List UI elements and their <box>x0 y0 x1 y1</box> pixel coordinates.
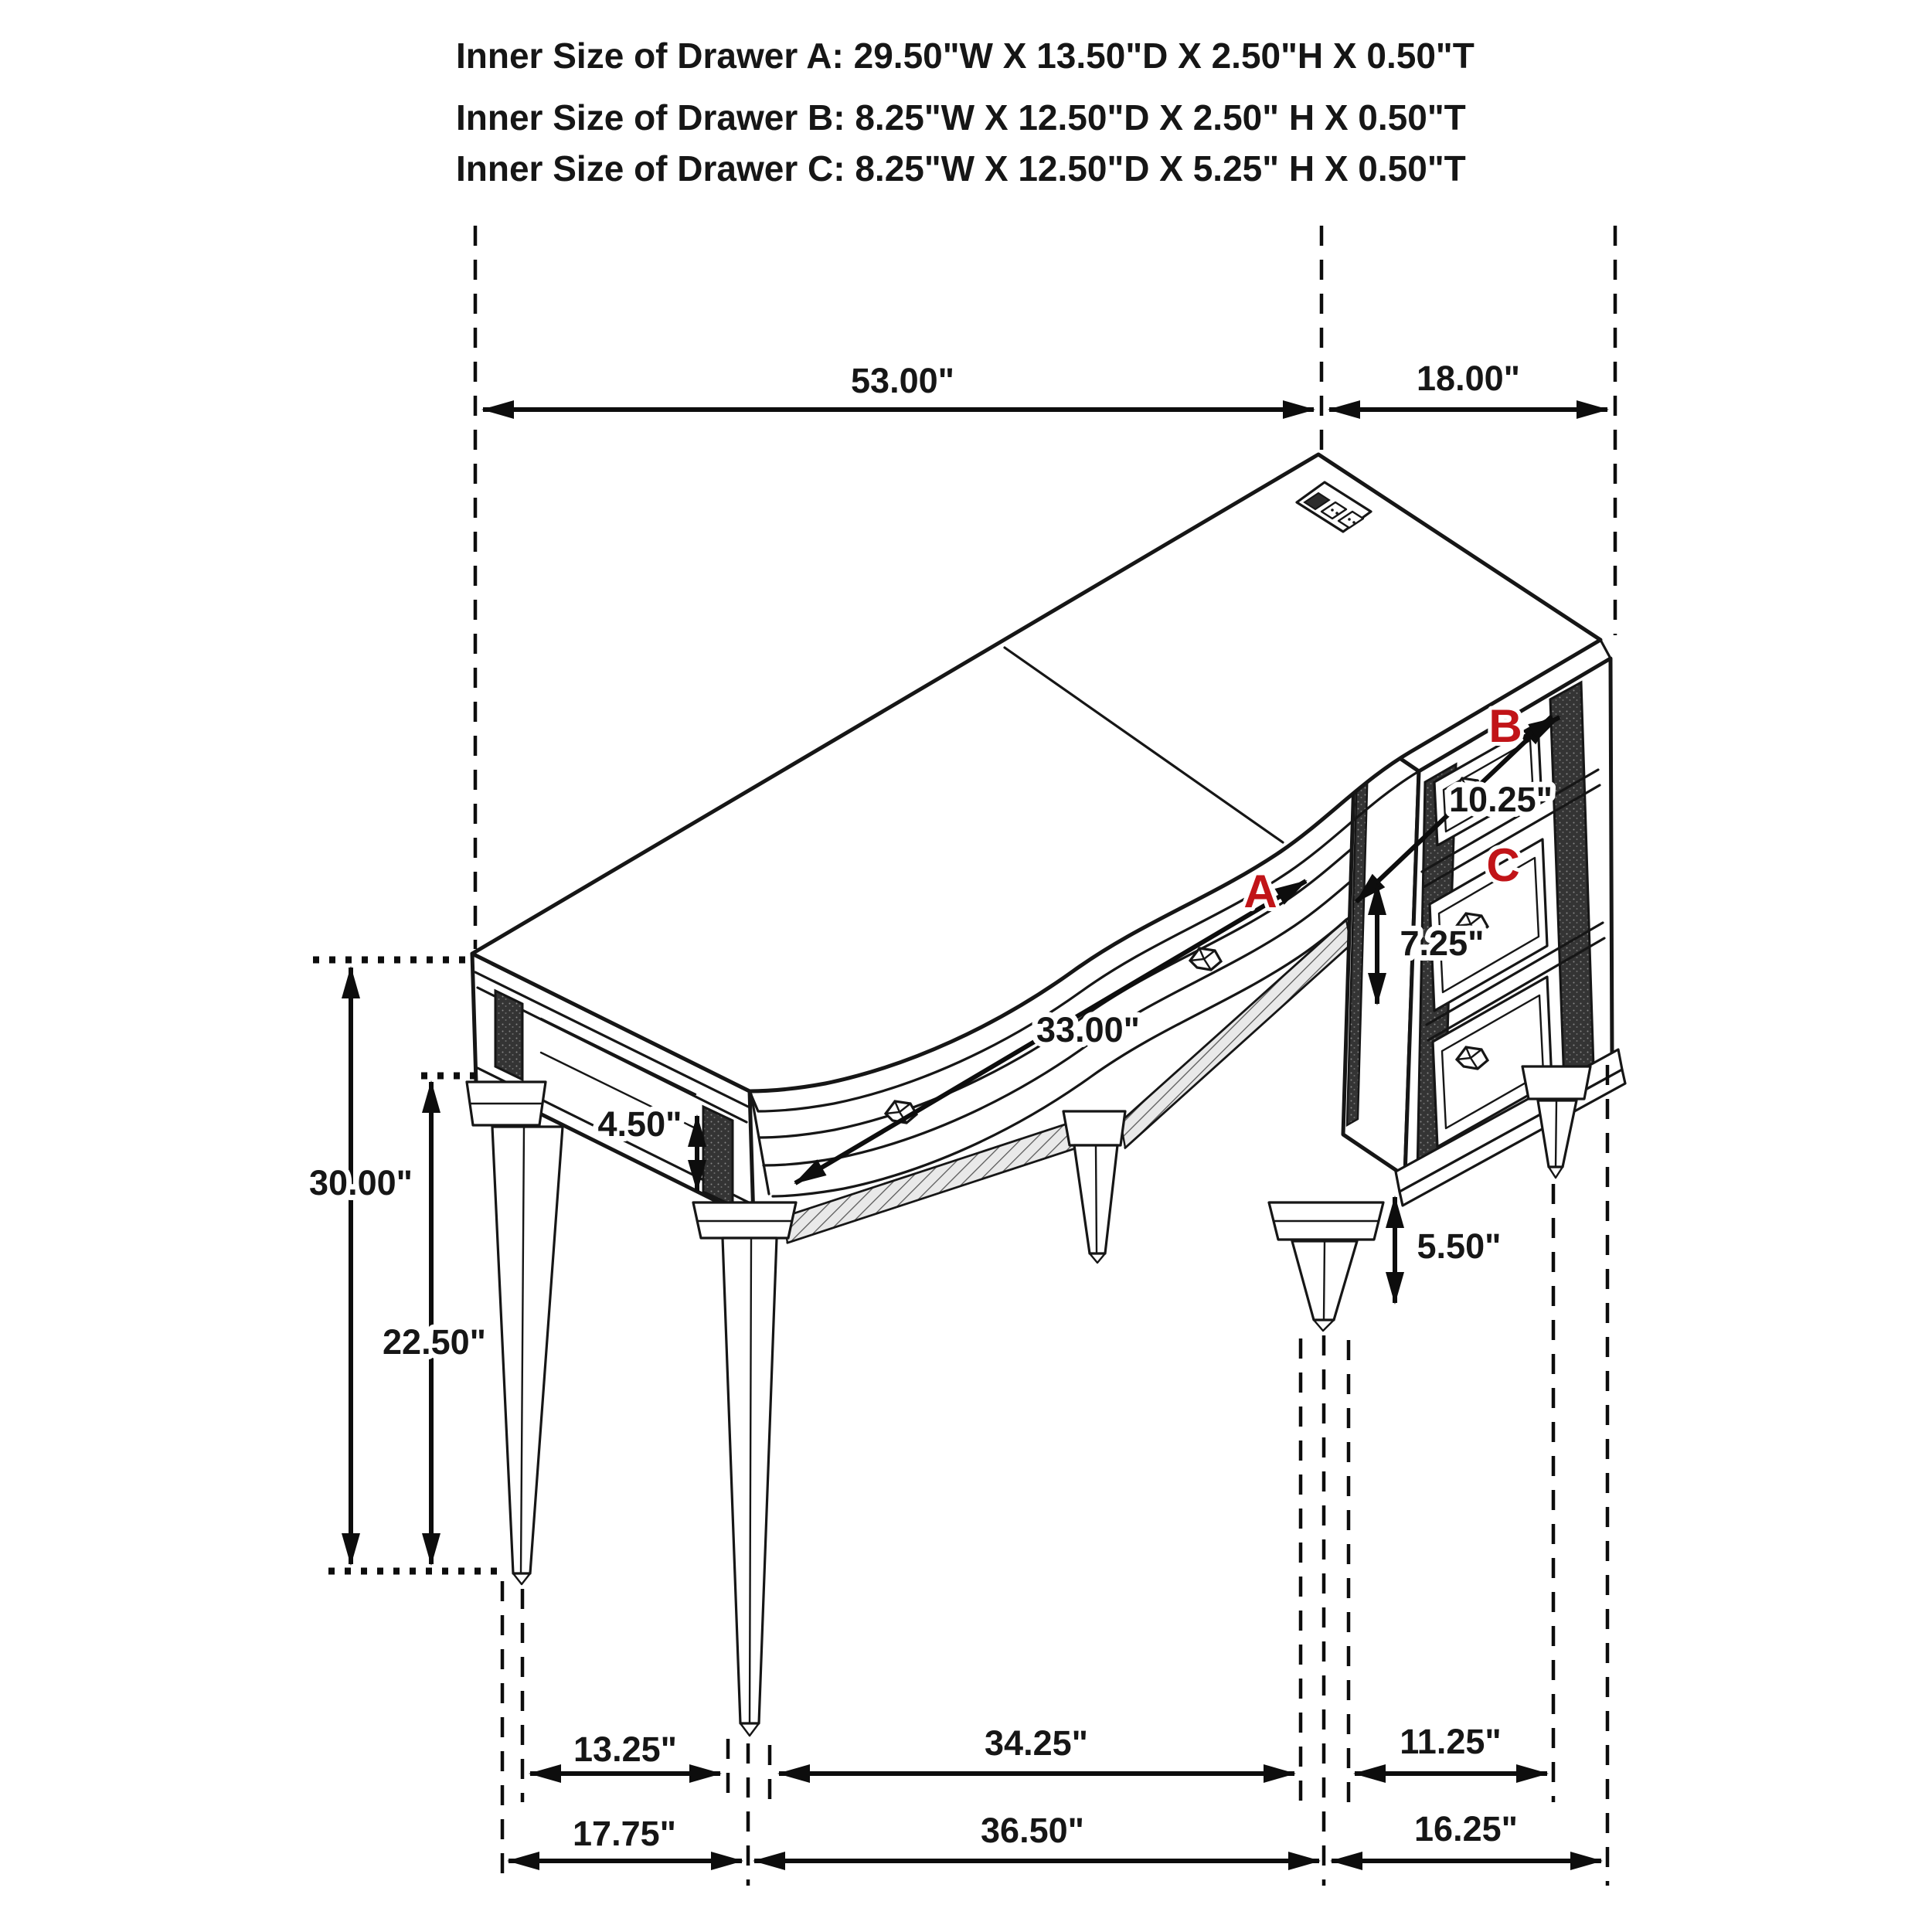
dim-label-7-25: 7.25" <box>1400 923 1485 963</box>
dim-label-10-25: 10.25" <box>1449 780 1553 819</box>
pedestal-front-leg <box>1269 1202 1383 1331</box>
front-left-leg <box>693 1202 796 1736</box>
dim-label-34-25: 34.25" <box>985 1723 1088 1763</box>
dim-label-36-5: 36.50" <box>981 1811 1084 1850</box>
header-line-2: Inner Size of Drawer B: 8.25"W X 12.50"D X 2.50" H X 0.50"T <box>456 97 1466 138</box>
back-rail-band-left <box>783 1122 1077 1243</box>
dim-label-18: 18.00" <box>1417 359 1520 398</box>
dim-label-17-75: 17.75" <box>573 1814 676 1853</box>
dim-label-53: 53.00" <box>851 361 954 400</box>
dim-label-11-25: 11.25" <box>1400 1722 1502 1761</box>
drawer-label-c: C <box>1486 839 1520 891</box>
drawer-label-b: B <box>1488 700 1522 752</box>
dim-label-5-5: 5.50" <box>1417 1226 1502 1266</box>
header-line-3: Inner Size of Drawer C: 8.25"W X 12.50"D X 5.25" H X 0.50"T <box>456 148 1466 189</box>
dim-label-33: 33.00" <box>1036 1010 1140 1049</box>
dim-label-13-25: 13.25" <box>573 1730 677 1769</box>
middle-back-leg <box>1063 1111 1125 1263</box>
desk-drawing <box>467 454 1625 1736</box>
left-end-back-pilaster <box>495 991 522 1080</box>
dim-label-4-5: 4.50" <box>597 1104 682 1144</box>
back-rail-band-right <box>1121 920 1351 1148</box>
dim-label-30: 30.00" <box>309 1163 413 1202</box>
dim-label-22-5: 22.50" <box>383 1322 486 1362</box>
header-line-1: Inner Size of Drawer A: 29.50"W X 13.50"D X 2.50"H X 0.50"T <box>456 36 1475 76</box>
dim-label-16-25: 16.25" <box>1414 1809 1518 1849</box>
left-end-front-pilaster <box>703 1107 733 1206</box>
drawer-label-a: A <box>1243 866 1277 917</box>
